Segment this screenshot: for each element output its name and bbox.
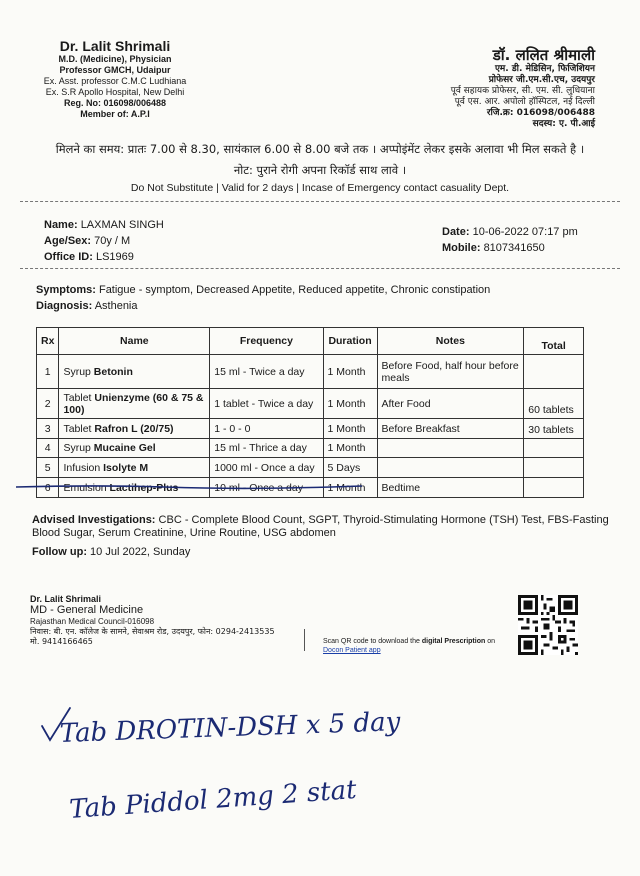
qr-bold-text: digital Prescription — [421, 638, 486, 645]
mobile-label: Mobile: — [442, 242, 481, 254]
doctor-header-english — [20, 38, 210, 120]
doctor-position-hindi: प्रोफेसर जी.एम.सी.एच, उदयपुर — [488, 75, 595, 85]
column-header: Total — [524, 328, 584, 355]
footer-mobile: मो. 9414166465 — [30, 637, 93, 646]
notes: Bedtime — [377, 478, 524, 498]
rx-number: 6 — [37, 478, 59, 498]
rx-number: 3 — [37, 419, 59, 439]
divider — [20, 268, 620, 269]
doctor-position: Professor GMCH, Udaipur — [59, 65, 171, 75]
followup-date: 10 Jul 2022, Sunday — [90, 546, 191, 558]
notes: After Food — [377, 389, 524, 419]
duration: 1 Month — [323, 439, 377, 458]
diagnosis: Asthenia — [94, 300, 138, 312]
rx-number: 2 — [37, 389, 59, 419]
drug-name: Lactihep-Plus — [109, 481, 179, 494]
patient-agesex: 70y / M — [94, 235, 131, 247]
table-row — [37, 389, 584, 419]
drug-form: Syrup — [63, 442, 91, 454]
drug-cell — [59, 389, 210, 419]
drug-cell — [59, 355, 210, 389]
advised-tests: CBC - Complete Blood Count, SGPT, Thyroid-Stimulating Hormone (TSH) Test, FBS-Fasting Blood Sugar, Serum Creatinine, Urine Routine, USG abdomen — [32, 514, 609, 539]
total — [524, 439, 584, 458]
qr-on: on — [487, 638, 496, 645]
table-header-row — [37, 328, 584, 355]
doctor-ex2-hindi: पूर्व एस. आर. अपोलो हॉस्पिटल, नई दिल्ली — [454, 97, 595, 107]
drug-cell — [59, 419, 210, 439]
symptoms: Fatigue - symptom, Decreased Appetite, Reduced appetite, Chronic constipation — [98, 284, 491, 296]
qr-instructions — [323, 637, 533, 655]
doctor-ex1-hindi: पूर्व सहायक प्रोफेसर, सी. एम. सी. लुधियाना — [450, 86, 595, 96]
doctor-qualification: M.D. (Medicine), Physician — [58, 54, 172, 64]
patient-office-id: LS1969 — [95, 251, 134, 263]
doctor-name-hindi: डॉ. ललित श्रीमाली — [492, 46, 595, 64]
visiting-hours-note: नोट: पुराने रोगी अपना रिकॉर्ड साथ लावे । — [233, 163, 407, 177]
qr-code-icon[interactable] — [518, 595, 578, 655]
docon-app-link[interactable]: Docon Patient app — [323, 647, 381, 654]
frequency: 1000 ml - Once a day — [210, 458, 323, 478]
qr-text: Scan QR code to download the — [323, 638, 420, 645]
total: 60 tablets — [524, 389, 584, 419]
doctor-reg: Reg. No: 016098/006488 — [63, 98, 167, 108]
diagnosis-label: Diagnosis: — [36, 300, 93, 312]
frequency: 15 ml - Twice a day — [210, 355, 323, 389]
duration: 1 Month — [323, 478, 377, 498]
visiting-hours — [40, 139, 600, 181]
visiting-hours-line1: मिलने का समय: प्रातः 7.00 से 8.30, सायंकाल 6.00 से 8.00 बजे तक । अप्पोइंमेंट लेकर इसके अलावा भी मिल सकते है । — [55, 142, 585, 156]
drug-form: Syrup — [63, 365, 91, 378]
doctor-header-hindi — [395, 46, 595, 130]
table-row — [37, 458, 584, 478]
patient-name-label: Name: — [44, 219, 78, 231]
total — [524, 355, 584, 389]
drug-form: Tablet — [63, 391, 92, 404]
total: 30 tablets — [524, 419, 584, 439]
frequency: 1 - 0 - 0 — [210, 419, 323, 439]
rx-number: 1 — [37, 355, 59, 389]
prescription-table — [36, 327, 584, 498]
advised-investigations — [32, 514, 612, 540]
footer-doctor-name: Dr. Lalit Shrimali — [30, 594, 102, 604]
drug-name: Mucaine Gel — [93, 442, 156, 454]
footer-degree: MD - General Medicine — [30, 604, 144, 616]
frequency: 1 tablet - Twice a day — [210, 389, 323, 419]
duration: 1 Month — [323, 389, 377, 419]
drug-name: Unienzyme (60 & 75 & 100) — [63, 391, 204, 416]
column-header: Rx — [37, 328, 59, 355]
advised-label: Advised Investigations: — [32, 514, 156, 526]
column-header: Notes — [377, 328, 524, 355]
doctor-footer — [30, 594, 275, 647]
drug-form: Emulsion — [63, 481, 107, 494]
duration: 1 Month — [323, 355, 377, 389]
patient-agesex-label: Age/Sex: — [44, 235, 92, 247]
doctor-qualification-hindi: एम. डी. मेडिसिन, फिजिशियन — [494, 64, 595, 74]
handwritten-line-2: Tab Piddol 2mg 2 stat — [68, 774, 358, 825]
notes — [377, 439, 524, 458]
total — [524, 478, 584, 498]
notes — [377, 458, 524, 478]
drug-name: Betonin — [93, 365, 133, 378]
table-row — [37, 439, 584, 458]
date-label: Date: — [442, 226, 470, 238]
validity-note: Do Not Substitute | Valid for 2 days | Incase of Emergency contact casuality Dept. — [130, 182, 510, 194]
patient-office-label: Office ID: — [44, 251, 93, 263]
drug-name: Isolyte M — [103, 461, 149, 474]
clinical-summary — [36, 282, 606, 314]
total — [524, 458, 584, 478]
duration: 1 Month — [323, 419, 377, 439]
visit-date: 10-06-2022 07:17 pm — [472, 226, 578, 238]
duration: 5 Days — [323, 458, 377, 478]
doctor-ex2: Ex. S.R Apollo Hospital, New Delhi — [45, 87, 185, 97]
patient-name: LAXMAN SINGH — [80, 219, 164, 231]
doctor-reg-hindi: रजि.क्र: 016098/006488 — [486, 108, 595, 118]
drug-form: Infusion — [63, 461, 101, 474]
divider — [304, 629, 305, 651]
rx-number: 5 — [37, 458, 59, 478]
table-row — [37, 355, 584, 389]
strike-through-line — [14, 481, 364, 493]
drug-form: Tablet — [63, 422, 92, 435]
table-row — [37, 419, 584, 439]
rx-number: 4 — [37, 439, 59, 458]
patient-info — [44, 217, 164, 265]
footer-council: Rajasthan Medical Council-016098 — [30, 617, 155, 626]
symptoms-label: Symptoms: — [36, 284, 96, 296]
handwritten-notes — [30, 690, 430, 840]
patient-mobile: 8107341650 — [483, 242, 545, 254]
doctor-ex1: Ex. Asst. professor C.M.C Ludhiana — [43, 76, 187, 86]
follow-up — [32, 546, 190, 558]
notes: Before Food, half hour before meals — [377, 355, 524, 389]
drug-cell — [59, 458, 210, 478]
doctor-name: Dr. Lalit Shrimali — [59, 38, 171, 54]
doctor-member: Member of: A.P.I — [80, 109, 150, 119]
column-header: Frequency — [210, 328, 323, 355]
column-header: Duration — [323, 328, 377, 355]
handwritten-line-1: Tab DROTIN-DSH x 5 day — [59, 707, 401, 749]
column-header: Name — [59, 328, 210, 355]
frequency: 10 ml - Once a day — [210, 478, 323, 498]
drug-name: Rafron L (20/75) — [94, 422, 174, 435]
drug-cell — [59, 439, 210, 458]
followup-label: Follow up: — [32, 546, 87, 558]
frequency: 15 ml - Thrice a day — [210, 439, 323, 458]
doctor-member-hindi: सदस्य: ए. पी.आई — [532, 119, 595, 129]
visit-info — [442, 224, 578, 256]
footer-address: निवास: बी. एन. कॉलेज के सामने, सेवाश्रम रोड, उदयपुर, फोन: 0294-2413535 — [30, 627, 275, 636]
notes: Before Breakfast — [377, 419, 524, 439]
divider — [20, 201, 620, 202]
